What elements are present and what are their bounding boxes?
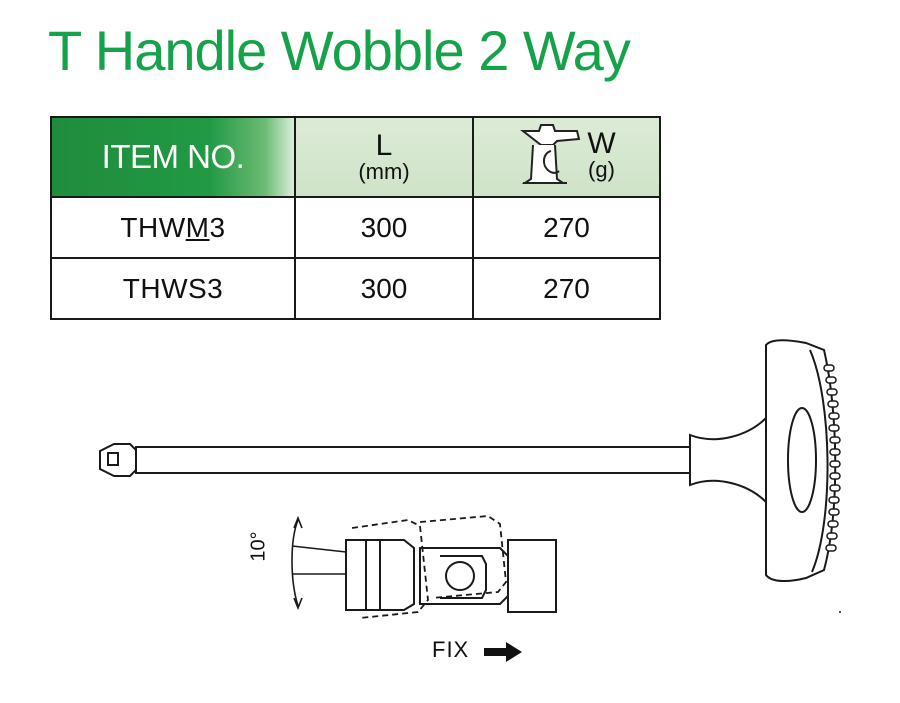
table-header-row — [51, 117, 660, 197]
header-item-no: ITEM NO. — [51, 117, 295, 197]
weight-cell: 270 — [473, 197, 660, 258]
weight-unit: (g) — [588, 156, 615, 182]
scale-icon — [517, 121, 583, 189]
length-unit: (mm) — [358, 159, 410, 184]
spec-table — [50, 116, 661, 320]
length-cell: 300 — [295, 258, 473, 319]
header-length — [295, 117, 473, 197]
page-title: T Handle Wobble 2 Way — [48, 19, 630, 82]
t-handle-wrench — [100, 340, 835, 581]
arrow-right-icon — [484, 642, 522, 662]
fix-label: FIX — [432, 637, 470, 662]
weight-label: W — [587, 126, 616, 160]
item-number-cell: THWM3 — [51, 197, 295, 258]
table-row — [51, 258, 660, 319]
header-weight — [473, 117, 660, 197]
weight-cell: 270 — [473, 258, 660, 319]
table-row — [51, 197, 660, 258]
item-number-cell: THWS3 — [51, 258, 295, 319]
length-label: L — [375, 129, 393, 162]
angle-indicator — [292, 518, 346, 608]
length-cell: 300 — [295, 197, 473, 258]
angle-label: 10° — [247, 531, 270, 562]
wobble-detail — [346, 540, 556, 612]
